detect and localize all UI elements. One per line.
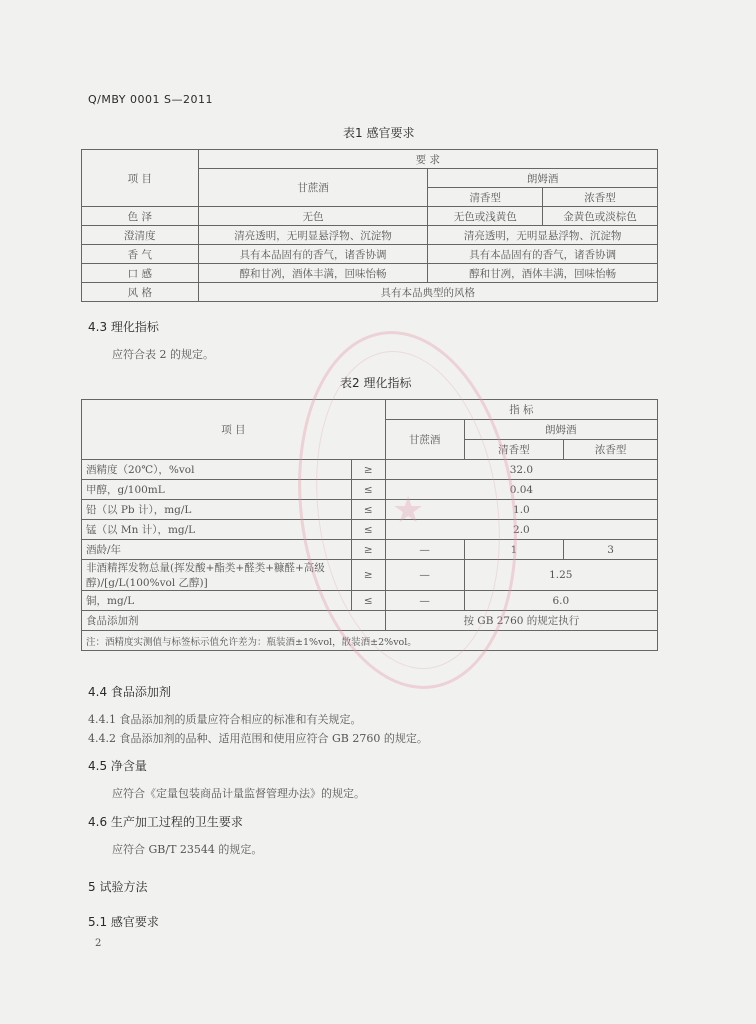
table-row (82, 245, 658, 264)
t2-head-index: 指 标 (385, 400, 657, 420)
t1-cell-cane: 清亮透明，无明显悬浮物、沉淀物 (198, 226, 428, 245)
t1-head-qing: 清香型 (428, 188, 543, 207)
table-row (82, 480, 658, 500)
section-4-6-title: 4.6 生产加工过程的卫生要求 (88, 815, 243, 829)
t2-cell-item-line1: 非酒精挥发物总量(挥发酸+酯类+醛类+糠醛+高级 (86, 562, 325, 574)
t1-cell-item: 风 格 (82, 283, 199, 302)
t2-cell-cane: — (385, 540, 464, 560)
t1-head-nong: 浓香型 (543, 188, 658, 207)
t2-cell-item: 甲醇，g/100mL (82, 480, 352, 500)
t2-note: 注：酒精度实测值与标签标示值允许差为：瓶装酒±1%vol，散装酒±2%vol。 (82, 631, 658, 651)
page-number: 2 (95, 938, 102, 949)
t2-cell-item: 酒龄/年 (82, 540, 352, 560)
t2-cell-op: ≤ (351, 520, 385, 540)
t2-cell-op: ≥ (351, 540, 385, 560)
table-row (82, 631, 658, 651)
t2-cell-qing: 1 (464, 540, 564, 560)
section-4-3-text: 应符合表 2 的规定。 (112, 348, 214, 361)
t1-cell-rum: 具有本品固有的香气，诸香协调 (428, 245, 658, 264)
section-4-5-title: 4.5 净含量 (88, 759, 147, 773)
t2-cell-item: 锰（以 Mn 计），mg/L (82, 520, 352, 540)
section-4-6-text: 应符合 GB/T 23544 的规定。 (112, 843, 263, 856)
t2-cell-op: ≥ (351, 460, 385, 480)
t1-head-req: 要 求 (198, 150, 657, 169)
t1-cell-item: 色 泽 (82, 207, 199, 226)
t1-cell-item: 澄清度 (82, 226, 199, 245)
t2-head-nong: 浓香型 (564, 440, 658, 460)
table-row (82, 207, 658, 226)
t2-cell-op: ≤ (351, 480, 385, 500)
t1-cell-all: 具有本品典型的风格 (198, 283, 657, 302)
t1-cell-cane: 无色 (198, 207, 428, 226)
t1-cell-rum: 醇和甘冽，酒体丰满，回味怡畅 (428, 264, 658, 283)
table-row (82, 283, 658, 302)
t1-head-item: 项 目 (82, 150, 199, 207)
doc-number: Q/MBY 0001 S—2011 (88, 93, 213, 106)
t2-cell-item: 铅（以 Pb 计），mg/L (82, 500, 352, 520)
t1-cell-item: 香 气 (82, 245, 199, 264)
t2-head-cane: 甘蔗酒 (385, 420, 464, 460)
t2-cell-nong: 3 (564, 540, 658, 560)
t1-cell-qing: 无色或浅黄色 (428, 207, 543, 226)
table-row (82, 611, 658, 631)
t2-cell-item: 铜，mg/L (82, 591, 352, 611)
t2-cell-value: 0.04 (385, 480, 657, 500)
t1-cell-cane: 具有本品固有的香气，诸香协调 (198, 245, 428, 264)
t2-cell-value: 2.0 (385, 520, 657, 540)
t2-cell-item (82, 560, 352, 591)
table-row (82, 520, 658, 540)
table-row (82, 226, 658, 245)
table-row (82, 540, 658, 560)
t2-head-qing: 清香型 (464, 440, 564, 460)
table-row (82, 500, 658, 520)
t2-cell-op: ≤ (351, 500, 385, 520)
t2-cell-op: ≤ (351, 591, 385, 611)
table-row (82, 591, 658, 611)
table-row (82, 264, 658, 283)
t1-cell-nong: 金黄色或淡棕色 (543, 207, 658, 226)
t2-cell-cane: — (385, 560, 464, 591)
t1-head-rum: 朗姆酒 (428, 169, 658, 188)
seal-star-icon: ★ (392, 490, 425, 531)
section-4-3-title: 4.3 理化指标 (88, 320, 159, 334)
t2-cell-rum: 1.25 (464, 560, 657, 591)
t2-cell-item-line2: 醇)/[g/L(100%vol 乙醇)] (86, 577, 208, 589)
table-row (82, 560, 658, 591)
t1-cell-cane: 醇和甘冽，酒体丰满，回味怡畅 (198, 264, 428, 283)
t2-head-item: 项 目 (82, 400, 386, 460)
t2-cell-item: 食品添加剂 (82, 611, 386, 631)
section-4-5-text: 应符合《定量包装商品计量监督管理办法》的规定。 (112, 787, 365, 800)
table1-caption: 表1 感官要求 (343, 126, 415, 140)
table2-caption: 表2 理化指标 (340, 376, 412, 390)
section-5-1-title: 5.1 感官要求 (88, 915, 159, 929)
table-row (82, 460, 658, 480)
t2-cell-all: 按 GB 2760 的规定执行 (385, 611, 657, 631)
section-4-4-2: 4.4.2 食品添加剂的品种、适用范围和使用应符合 GB 2760 的规定。 (88, 732, 428, 745)
t2-head-rum: 朗姆酒 (464, 420, 657, 440)
t2-cell-value: 1.0 (385, 500, 657, 520)
physicochemical-table (81, 399, 658, 651)
t2-cell-cane: — (385, 591, 464, 611)
section-4-4-1: 4.4.1 食品添加剂的质量应符合相应的标准和有关规定。 (88, 713, 362, 726)
t2-cell-value: 32.0 (385, 460, 657, 480)
t2-cell-item: 酒精度（20℃），%vol (82, 460, 352, 480)
t1-head-cane: 甘蔗酒 (198, 169, 428, 207)
t1-cell-item: 口 感 (82, 264, 199, 283)
t2-cell-rum: 6.0 (464, 591, 657, 611)
t1-cell-rum: 清亮透明，无明显悬浮物、沉淀物 (428, 226, 658, 245)
t2-cell-op: ≥ (351, 560, 385, 591)
section-4-4-title: 4.4 食品添加剂 (88, 685, 171, 699)
sensory-table (81, 149, 658, 302)
section-5-title: 5 试验方法 (88, 880, 148, 894)
